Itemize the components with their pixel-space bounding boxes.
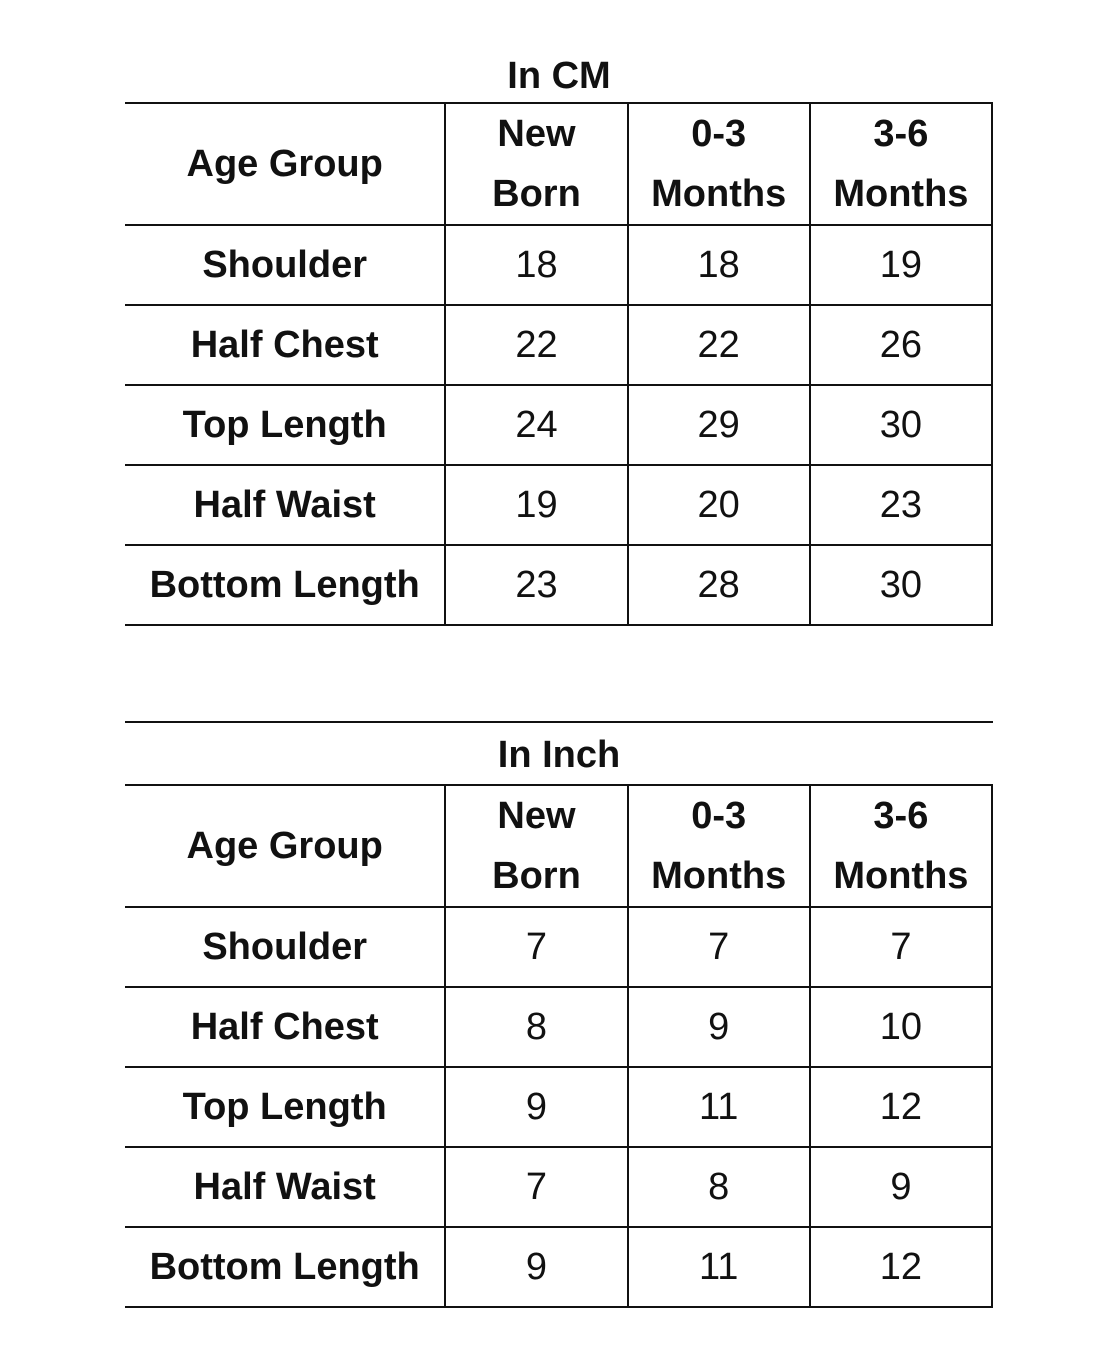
cell-value: 22 — [628, 305, 810, 385]
header-line: Born — [492, 173, 581, 215]
header-new-born — [445, 785, 627, 907]
table-row — [125, 385, 992, 465]
row-label: Bottom Length — [125, 1227, 445, 1307]
cell-value: 10 — [810, 987, 992, 1067]
table-row — [125, 1227, 992, 1307]
row-label: Half Waist — [125, 1147, 445, 1227]
cell-value: 30 — [810, 545, 992, 625]
table-title: In Inch — [125, 721, 993, 784]
cell-value: 23 — [445, 545, 627, 625]
cell-value: 28 — [628, 545, 810, 625]
table-row — [125, 465, 992, 545]
cell-value: 12 — [810, 1067, 992, 1147]
cell-value: 7 — [445, 1147, 627, 1227]
row-label: Top Length — [125, 1067, 445, 1147]
row-label: Bottom Length — [125, 545, 445, 625]
table-row — [125, 987, 992, 1067]
cell-value: 9 — [445, 1067, 627, 1147]
size-chart-cm — [125, 50, 993, 626]
row-label: Shoulder — [125, 907, 445, 987]
cell-value: 30 — [810, 385, 992, 465]
header-row — [125, 785, 992, 907]
cell-value: 9 — [628, 987, 810, 1067]
size-chart-inch — [125, 721, 993, 1308]
header-0-3-months — [628, 103, 810, 225]
cell-value: 19 — [445, 465, 627, 545]
row-label: Half Chest — [125, 987, 445, 1067]
cell-value: 24 — [445, 385, 627, 465]
header-line: New — [497, 795, 576, 837]
cell-value: 11 — [628, 1227, 810, 1307]
row-label: Shoulder — [125, 225, 445, 305]
cell-value: 22 — [445, 305, 627, 385]
table-row — [125, 225, 992, 305]
header-line: Months — [651, 855, 787, 897]
header-line: Months — [651, 173, 787, 215]
cell-value: 8 — [445, 987, 627, 1067]
header-3-6-months — [810, 103, 992, 225]
header-row — [125, 103, 992, 225]
cell-value: 7 — [628, 907, 810, 987]
table-row — [125, 1067, 992, 1147]
cell-value: 8 — [628, 1147, 810, 1227]
table-row — [125, 1147, 992, 1227]
row-label: Half Waist — [125, 465, 445, 545]
header-new-born — [445, 103, 627, 225]
cell-value: 26 — [810, 305, 992, 385]
header-line: New — [497, 113, 576, 155]
header-age-group: Age Group — [125, 103, 445, 225]
header-3-6-months — [810, 785, 992, 907]
cell-value: 29 — [628, 385, 810, 465]
header-line: Born — [492, 855, 581, 897]
cell-value: 9 — [445, 1227, 627, 1307]
row-label: Half Chest — [125, 305, 445, 385]
header-line: 0-3 — [691, 113, 747, 155]
header-0-3-months — [628, 785, 810, 907]
header-line: Months — [833, 855, 969, 897]
row-label: Top Length — [125, 385, 445, 465]
header-age-group: Age Group — [125, 785, 445, 907]
cell-value: 9 — [810, 1147, 992, 1227]
cell-value: 23 — [810, 465, 992, 545]
header-line: 0-3 — [691, 795, 747, 837]
cell-value: 7 — [810, 907, 992, 987]
table-row — [125, 305, 992, 385]
table-row — [125, 545, 992, 625]
table-row — [125, 907, 992, 987]
size-table-cm — [125, 102, 993, 626]
table-title: In CM — [507, 55, 611, 97]
cell-value: 11 — [628, 1067, 810, 1147]
cell-value: 12 — [810, 1227, 992, 1307]
cell-value: 18 — [445, 225, 627, 305]
cell-value: 18 — [628, 225, 810, 305]
header-line: Months — [833, 173, 969, 215]
cell-value: 20 — [628, 465, 810, 545]
size-table-inch — [125, 784, 993, 1308]
cell-value: 19 — [810, 225, 992, 305]
header-line: 3-6 — [873, 795, 929, 837]
cell-value: 7 — [445, 907, 627, 987]
header-line: 3-6 — [873, 113, 929, 155]
